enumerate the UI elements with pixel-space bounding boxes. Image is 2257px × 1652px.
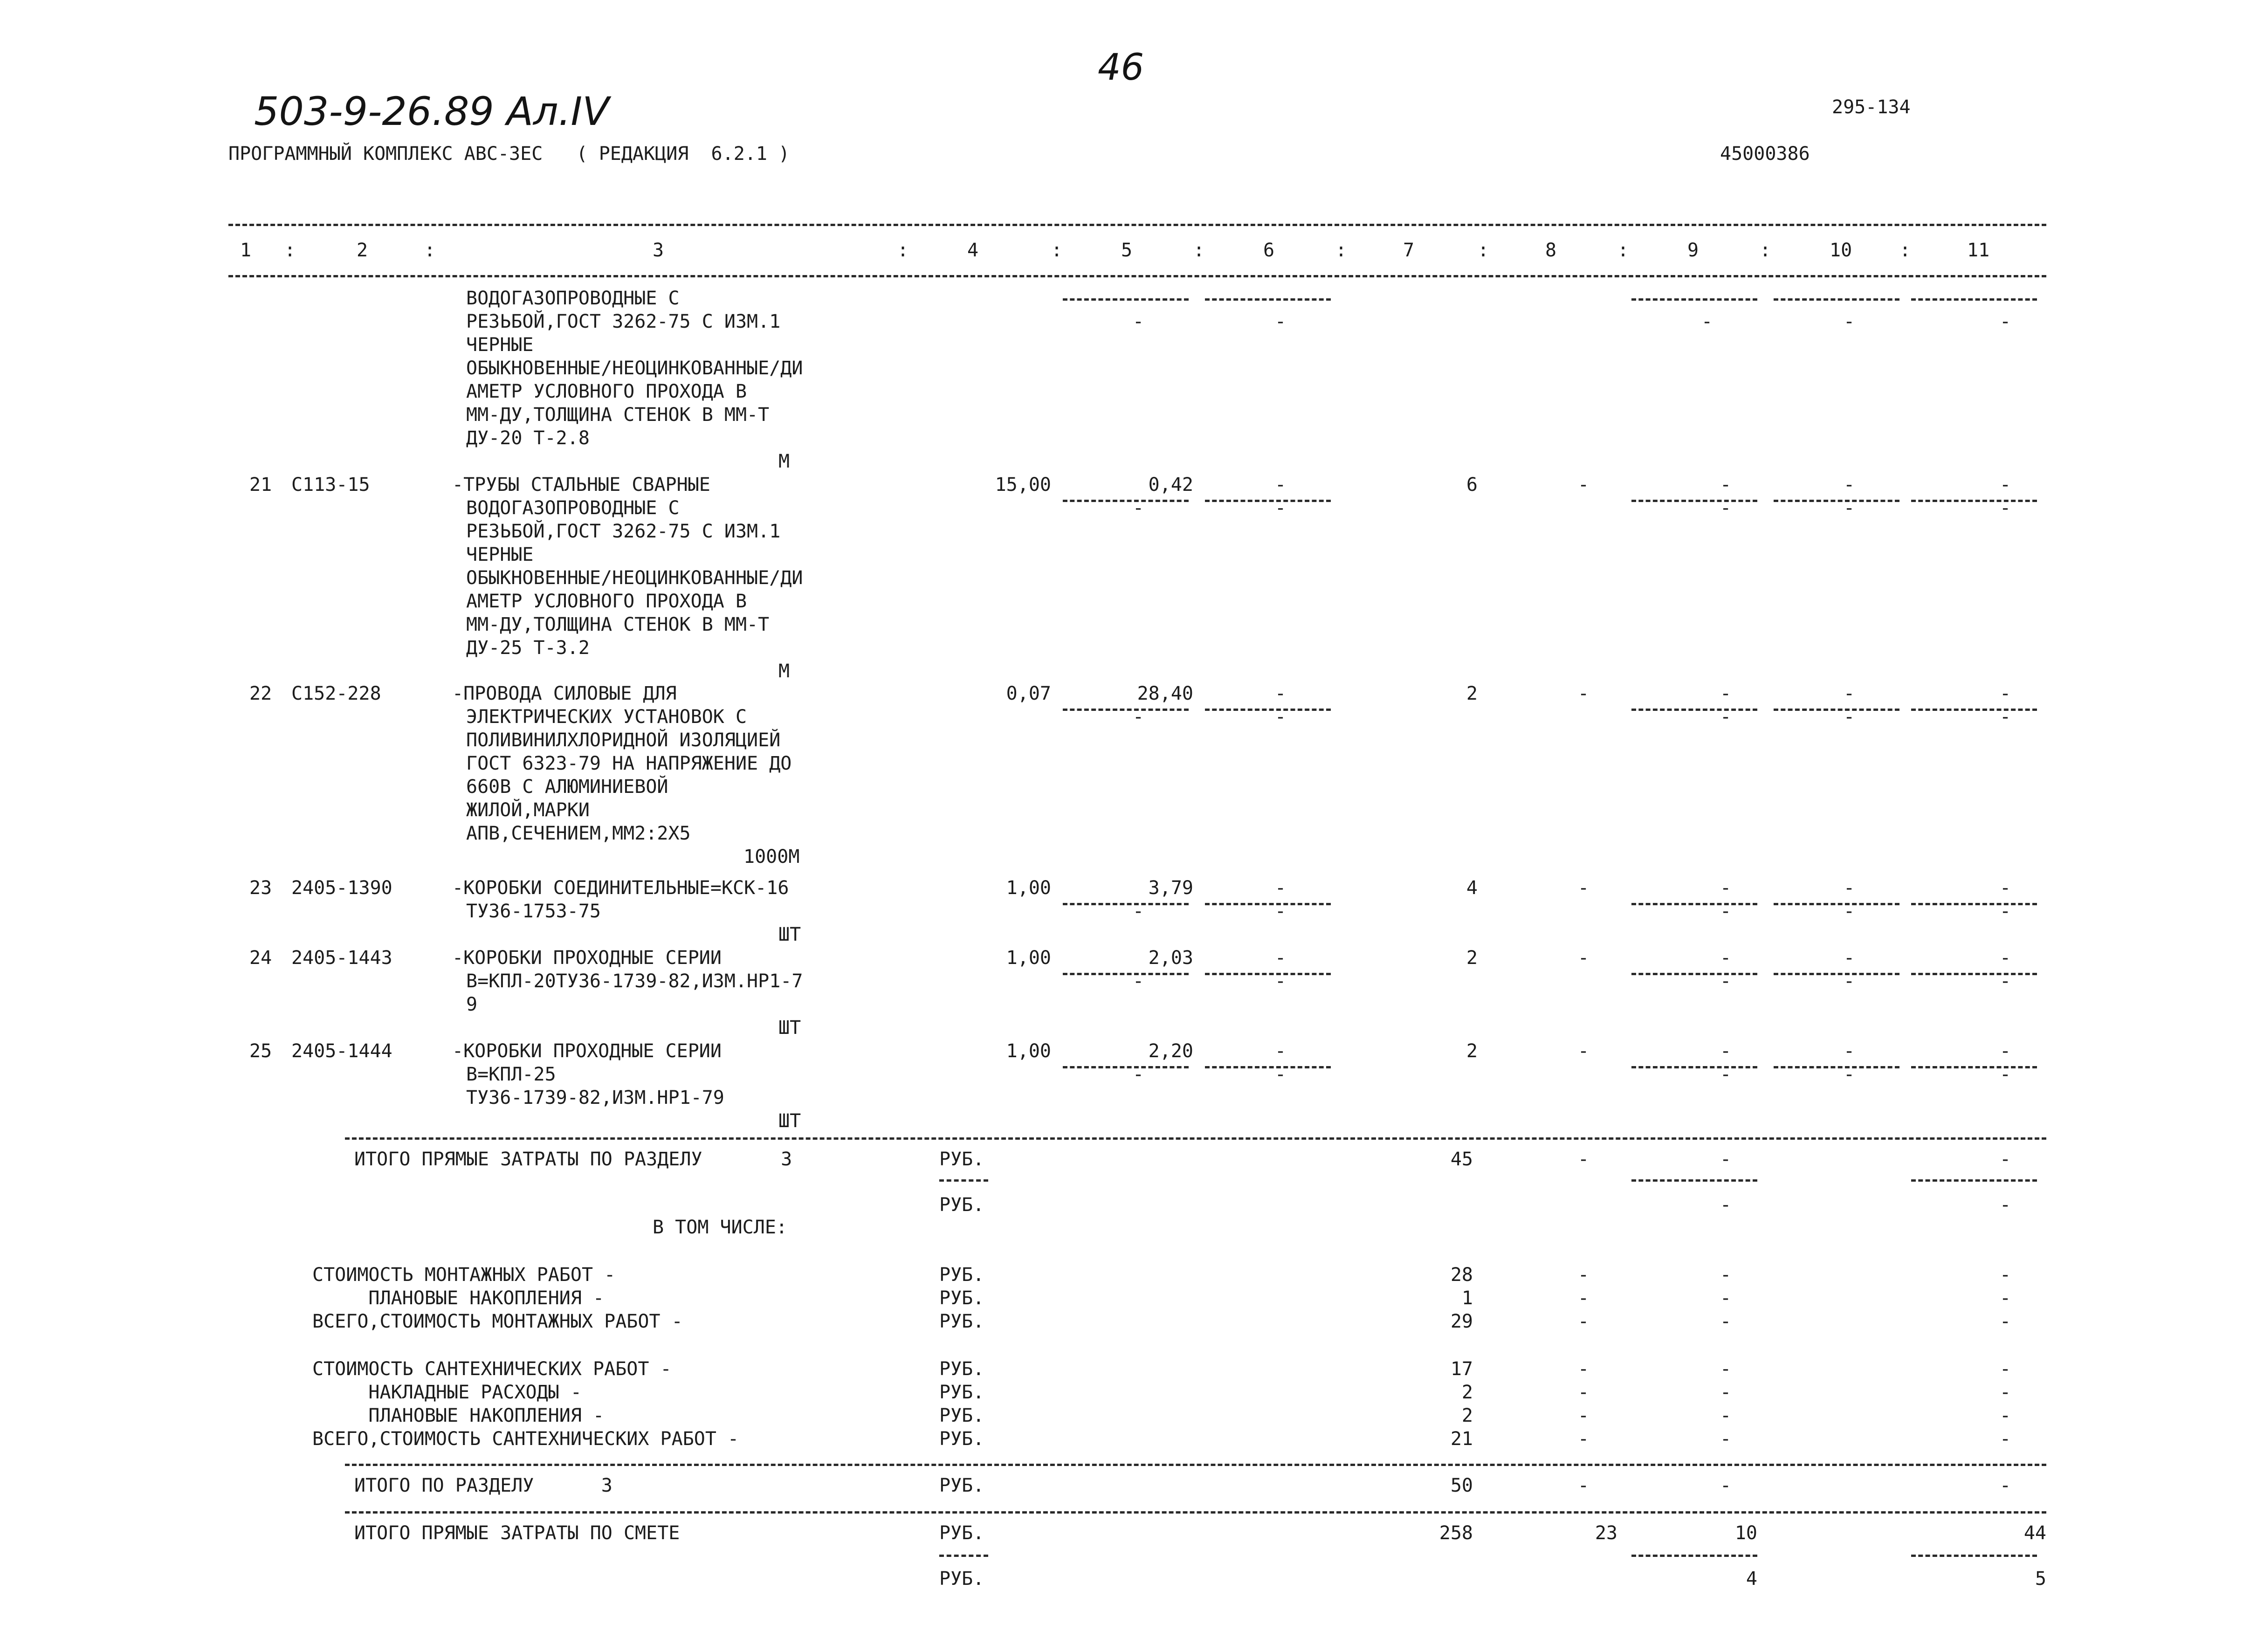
- subtotal-rule: [1063, 1066, 1189, 1068]
- subtotal-rule: [1774, 903, 1899, 905]
- column-separator: :: [1051, 240, 1063, 261]
- dash-cell: -: [1578, 1264, 1590, 1286]
- subtotal-rule: [1631, 298, 1757, 301]
- dash-cell: -: [1578, 1358, 1590, 1380]
- summary-currency: РУБ.: [939, 1382, 984, 1403]
- dash-cell: -: [1578, 474, 1590, 496]
- column-number: 10: [1830, 240, 1852, 261]
- item-total: 2: [1466, 683, 1478, 704]
- dash-cell: -: [1578, 1311, 1590, 1332]
- column-separator: :: [424, 240, 436, 261]
- dash-cell: -: [1844, 901, 1855, 922]
- header-bottom-rule: [228, 275, 2046, 277]
- item-number: 21: [249, 474, 272, 496]
- dash-cell: -: [2000, 1311, 2011, 1332]
- summary-label: ПЛАНОВЫЕ НАКОПЛЕНИЯ -: [312, 1287, 605, 1309]
- subtotal-rule: [1205, 298, 1331, 301]
- summary-currency: РУБ.: [939, 1522, 984, 1544]
- item-description-line: ГОСТ 6323-79 НА НАПРЯЖЕНИЕ ДО: [466, 753, 792, 774]
- dash-cell: -: [1578, 1382, 1590, 1403]
- item-description-line: -КОРОБКИ ПРОХОДНЫЕ СЕРИИ: [452, 947, 722, 969]
- dash-cell: -: [1275, 1064, 1287, 1085]
- dash-cell: -: [1844, 971, 1855, 992]
- summary-value: 258: [1439, 1522, 1473, 1544]
- dash-cell: -: [1720, 1475, 1732, 1496]
- subtotal-rule: [1631, 709, 1757, 711]
- item-description-line: ВОДОГАЗОПРОВОДНЫЕ С: [466, 497, 680, 519]
- dash-cell: -: [2000, 901, 2011, 922]
- summary-value: 29: [1450, 1311, 1473, 1332]
- dash-cell: -: [1720, 1311, 1732, 1332]
- subtotal-rule: [1205, 1066, 1331, 1068]
- item-description-line: -ПРОВОДА СИЛОВЫЕ ДЛЯ: [452, 683, 677, 704]
- dash-cell: -: [1720, 1358, 1732, 1380]
- dash-cell: -: [1844, 947, 1855, 969]
- subtotal-rule: [939, 1555, 988, 1557]
- summary-value: 23: [1595, 1522, 1617, 1544]
- dash-cell: -: [1720, 901, 1732, 922]
- dash-cell: -: [2000, 311, 2011, 332]
- subtotal-rule: [1205, 500, 1331, 502]
- item-description-line: ЧЕРНЫЕ: [466, 544, 534, 565]
- item-description-line: В=КПЛ-20ТУ36-1739-82,ИЗМ.НР1-7: [466, 971, 803, 992]
- item-description-line: 9: [466, 994, 478, 1015]
- item-description-line: ЭЛЕКТРИЧЕСКИХ УСТАНОВОК С: [466, 706, 747, 728]
- dash-cell: -: [1578, 1149, 1590, 1170]
- dash-cell: -: [2000, 1382, 2011, 1403]
- item-number: 25: [249, 1040, 272, 1062]
- item-total: 6: [1466, 474, 1478, 496]
- dash-cell: -: [1720, 474, 1732, 496]
- item-unit-price: 3,79: [1148, 877, 1193, 899]
- subtotal-rule: [1911, 298, 2037, 301]
- item-unit-price: 0,42: [1148, 474, 1193, 496]
- subtotal-rule: [1911, 709, 2037, 711]
- dash-cell: -: [1578, 1475, 1590, 1496]
- summary-value: 45: [1450, 1149, 1473, 1170]
- dash-cell: -: [1275, 683, 1287, 704]
- handwritten-project-code: 503-9-26.89 Ал.IV: [254, 89, 609, 134]
- dash-cell: -: [1844, 311, 1855, 332]
- dash-cell: -: [1720, 1382, 1732, 1403]
- item-description-line: РЕЗЬБОЙ,ГОСТ 3262-75 С ИЗМ.1: [466, 521, 781, 542]
- item-unit: ШТ: [778, 1110, 801, 1132]
- subtotal-rule: [939, 1179, 988, 1182]
- dash-cell: -: [2000, 1040, 2011, 1062]
- item-description-line: В=КПЛ-25: [466, 1064, 556, 1085]
- subtotal-rule: [1911, 1555, 2037, 1557]
- column-number: 3: [653, 240, 664, 261]
- item-description-line: -ТРУБЫ СТАЛЬНЫЕ СВАРНЫЕ: [452, 474, 710, 496]
- item-unit: ШТ: [778, 924, 801, 945]
- summary-value: 28: [1450, 1264, 1473, 1286]
- summary-value: 2: [1461, 1382, 1473, 1403]
- subtotal-rule: [1205, 903, 1331, 905]
- dash-cell: -: [1720, 947, 1732, 969]
- dash-cell: -: [1133, 706, 1144, 728]
- dash-cell: -: [1578, 683, 1590, 704]
- item-unit: М: [778, 451, 790, 472]
- dash-cell: -: [2000, 1428, 2011, 1450]
- subtotal-rule: [1063, 298, 1189, 301]
- summary-value: 5: [2035, 1568, 2046, 1590]
- subtotal-rule: [1631, 1066, 1757, 1068]
- summary-label: ВСЕГО,СТОИМОСТЬ МОНТАЖНЫХ РАБОТ -: [312, 1311, 683, 1332]
- item-description-line: 660В С АЛЮМИНИЕВОЙ: [466, 776, 668, 798]
- subtotal-rule: [1911, 903, 2037, 905]
- column-number: 11: [1967, 240, 1990, 261]
- item-unit-price: 2,03: [1148, 947, 1193, 969]
- column-separator: :: [1760, 240, 1771, 261]
- column-number: 4: [967, 240, 979, 261]
- subtotal-rule: [1631, 500, 1757, 502]
- item-total: 2: [1466, 947, 1478, 969]
- dash-cell: -: [1844, 706, 1855, 728]
- item-quantity: 1,00: [1006, 877, 1051, 899]
- summary-value: 2: [1461, 1405, 1473, 1426]
- item-description-line: РЕЗЬБОЙ,ГОСТ 3262-75 С ИЗМ.1: [466, 311, 781, 332]
- dash-cell: -: [1133, 971, 1144, 992]
- item-description-line: ВОДОГАЗОПРОВОДНЫЕ С: [466, 288, 680, 309]
- dash-cell: -: [2000, 1475, 2011, 1496]
- column-number: 2: [357, 240, 368, 261]
- column-number: 8: [1545, 240, 1557, 261]
- subtotal-rule: [1774, 298, 1899, 301]
- subtotal-rule: [1205, 709, 1331, 711]
- dash-cell: -: [1275, 311, 1287, 332]
- subtotal-rule: [1774, 709, 1899, 711]
- dash-cell: -: [1720, 1040, 1732, 1062]
- item-code: С152-228: [291, 683, 381, 704]
- dash-cell: -: [1720, 1149, 1732, 1170]
- item-description-line: ММ-ДУ,ТОЛЩИНА СТЕНОК В ММ-Т: [466, 614, 770, 635]
- subtotal-rule: [1631, 973, 1757, 975]
- item-quantity: 15,00: [995, 474, 1051, 496]
- item-description-line: ЧЕРНЫЕ: [466, 334, 534, 356]
- subtotal-rule: [1774, 500, 1899, 502]
- item-unit-price: 2,20: [1148, 1040, 1193, 1062]
- summary-label: ИТОГО ПО РАЗДЕЛУ 3: [354, 1475, 612, 1496]
- dash-cell: -: [1720, 1405, 1732, 1426]
- summary-label: ПЛАНОВЫЕ НАКОПЛЕНИЯ -: [312, 1405, 605, 1426]
- summary-currency: РУБ.: [939, 1264, 984, 1286]
- item-quantity: 1,00: [1006, 947, 1051, 969]
- summary-value: 50: [1450, 1475, 1473, 1496]
- column-separator: :: [1478, 240, 1489, 261]
- item-number: 23: [249, 877, 272, 899]
- dash-cell: -: [1578, 1040, 1590, 1062]
- dash-cell: -: [1275, 1040, 1287, 1062]
- dash-cell: -: [1720, 497, 1732, 519]
- column-separator: :: [1617, 240, 1629, 261]
- summary-currency: РУБ.: [939, 1475, 984, 1496]
- dash-cell: -: [2000, 1358, 2011, 1380]
- item-total: 4: [1466, 877, 1478, 899]
- dash-cell: -: [1720, 683, 1732, 704]
- item-description-line: АПВ,СЕЧЕНИЕМ,ММ2:2Х5: [466, 823, 691, 844]
- subtotal-rule: [1063, 709, 1189, 711]
- dash-cell: -: [1701, 311, 1713, 332]
- summary-currency: РУБ.: [939, 1428, 984, 1450]
- summary-currency: РУБ.: [939, 1405, 984, 1426]
- summary-top-rule: [345, 1137, 2046, 1140]
- subtotal-rule: [1063, 973, 1189, 975]
- column-number: 7: [1403, 240, 1415, 261]
- subtotal-rule: [1911, 973, 2037, 975]
- item-description-line: АМЕТР УСЛОВНОГО ПРОХОДА В: [466, 591, 747, 612]
- column-separator: :: [897, 240, 909, 261]
- dash-cell: -: [1578, 1405, 1590, 1426]
- dash-cell: -: [1844, 1064, 1855, 1085]
- dash-cell: -: [1133, 497, 1144, 519]
- summary-value: 4: [1746, 1568, 1757, 1590]
- item-description-line: ДУ-25 Т-3.2: [466, 637, 590, 659]
- item-description-line: ТУ36-1753-75: [466, 901, 601, 922]
- subtotal-rule: [1774, 973, 1899, 975]
- summary-currency: РУБ.: [939, 1568, 984, 1590]
- summary-label: ВСЕГО,СТОИМОСТЬ САНТЕХНИЧЕСКИХ РАБОТ -: [312, 1428, 739, 1450]
- item-description-line: ММ-ДУ,ТОЛЩИНА СТЕНОК В ММ-Т: [466, 404, 770, 426]
- item-code: 2405-1443: [291, 947, 392, 969]
- column-separator: :: [1899, 240, 1911, 261]
- column-number: 1: [240, 240, 252, 261]
- dash-cell: -: [2000, 1405, 2011, 1426]
- summary-currency: РУБ.: [939, 1149, 984, 1170]
- dash-cell: -: [2000, 971, 2011, 992]
- item-description-line: ОБЫКНОВЕННЫЕ/НЕОЦИНКОВАННЫЕ/ДИ: [466, 358, 803, 379]
- dash-cell: -: [1133, 901, 1144, 922]
- dash-cell: -: [2000, 474, 2011, 496]
- item-quantity: 1,00: [1006, 1040, 1051, 1062]
- subtotal-rule: [1205, 973, 1331, 975]
- summary-label: СТОИМОСТЬ МОНТАЖНЫХ РАБОТ -: [312, 1264, 616, 1286]
- summary-label: НАКЛАДНЫЕ РАСХОДЫ -: [312, 1382, 582, 1403]
- dash-cell: -: [1720, 971, 1732, 992]
- dash-cell: -: [1275, 474, 1287, 496]
- dash-cell: -: [2000, 1194, 2011, 1216]
- dash-cell: -: [1578, 1428, 1590, 1450]
- program-title: ПРОГРАММНЫЙ КОМПЛЕКС АВС-3ЕС ( РЕДАКЦИЯ 6.2.1 ): [228, 143, 790, 165]
- item-code: 2405-1444: [291, 1040, 392, 1062]
- dash-cell: -: [1844, 683, 1855, 704]
- dash-cell: -: [1844, 1040, 1855, 1062]
- item-code: С113-15: [291, 474, 370, 496]
- dash-cell: -: [1133, 1064, 1144, 1085]
- item-quantity: 0,07: [1006, 683, 1051, 704]
- summary-label: СТОИМОСТЬ САНТЕХНИЧЕСКИХ РАБОТ -: [312, 1358, 672, 1380]
- dash-cell: -: [1844, 497, 1855, 519]
- dash-cell: -: [1275, 971, 1287, 992]
- dash-cell: -: [2000, 1264, 2011, 1286]
- subtotal-rule: [1631, 903, 1757, 905]
- subtotal-rule: [1631, 1179, 1757, 1182]
- item-unit: ШТ: [778, 1017, 801, 1039]
- item-total: 2: [1466, 1040, 1478, 1062]
- subtotal-rule: [1631, 1555, 1757, 1557]
- item-description-line: -КОРОБКИ ПРОХОДНЫЕ СЕРИИ: [452, 1040, 722, 1062]
- summary-currency: РУБ.: [939, 1287, 984, 1309]
- summary-currency: РУБ.: [939, 1194, 984, 1216]
- dash-cell: -: [2000, 1149, 2011, 1170]
- item-number: 22: [249, 683, 272, 704]
- dash-cell: -: [1578, 877, 1590, 899]
- section-total-rule: [345, 1464, 2046, 1466]
- dash-cell: -: [2000, 947, 2011, 969]
- summary-value: 10: [1734, 1522, 1757, 1544]
- top-right-code: 295-134: [1832, 96, 1911, 118]
- column-separator: :: [1193, 240, 1205, 261]
- subtotal-rule: [1774, 1066, 1899, 1068]
- item-description-line: ТУ36-1739-82,ИЗМ.НР1-79: [466, 1087, 724, 1108]
- document-code: 45000386: [1720, 143, 1810, 165]
- dash-cell: -: [2000, 1064, 2011, 1085]
- header-top-rule: [228, 224, 2046, 226]
- dash-cell: -: [1275, 901, 1287, 922]
- column-number: 6: [1263, 240, 1275, 261]
- dash-cell: -: [1720, 877, 1732, 899]
- column-separator: :: [284, 240, 296, 261]
- dash-cell: -: [2000, 683, 2011, 704]
- summary-value: 44: [2023, 1522, 2046, 1544]
- handwritten-page-number: 46: [1098, 47, 1144, 89]
- including-label: В ТОМ ЧИСЛЕ:: [653, 1217, 787, 1238]
- summary-value: 1: [1461, 1287, 1473, 1309]
- dash-cell: -: [1844, 474, 1855, 496]
- item-code: 2405-1390: [291, 877, 392, 899]
- dash-cell: -: [1720, 706, 1732, 728]
- item-description-line: АМЕТР УСЛОВНОГО ПРОХОДА В: [466, 381, 747, 402]
- subtotal-rule: [1063, 903, 1189, 905]
- item-description-line: ОБЫКНОВЕННЫЕ/НЕОЦИНКОВАННЫЕ/ДИ: [466, 567, 803, 589]
- dash-cell: -: [1578, 947, 1590, 969]
- item-unit: М: [778, 661, 790, 682]
- subtotal-rule: [1911, 500, 2037, 502]
- summary-label: ИТОГО ПРЯМЫЕ ЗАТРАТЫ ПО СМЕТЕ: [354, 1522, 680, 1544]
- item-unit-price: 28,40: [1137, 683, 1193, 704]
- dash-cell: -: [2000, 1287, 2011, 1309]
- item-description-line: ПОЛИВИНИЛХЛОРИДНОЙ ИЗОЛЯЦИЕЙ: [466, 730, 781, 751]
- dash-cell: -: [1275, 947, 1287, 969]
- summary-label: ИТОГО ПРЯМЫЕ ЗАТРАТЫ ПО РАЗДЕЛУ 3: [354, 1149, 792, 1170]
- dash-cell: -: [2000, 706, 2011, 728]
- subtotal-rule: [1063, 500, 1189, 502]
- dash-cell: -: [1275, 497, 1287, 519]
- summary-currency: РУБ.: [939, 1358, 984, 1380]
- subtotal-rule: [1911, 1179, 2037, 1182]
- item-description-line: ЖИЛОЙ,МАРКИ: [466, 799, 590, 821]
- item-unit: 1000М: [743, 846, 800, 867]
- item-description-line: -КОРОБКИ СОЕДИНИТЕЛЬНЫЕ=КСК-16: [452, 877, 789, 899]
- dash-cell: -: [1720, 1194, 1732, 1216]
- dash-cell: -: [1720, 1264, 1732, 1286]
- dash-cell: -: [1720, 1287, 1732, 1309]
- estimate-total-rule: [345, 1511, 2046, 1514]
- subtotal-rule: [1911, 1066, 2037, 1068]
- dash-cell: -: [1275, 706, 1287, 728]
- summary-currency: РУБ.: [939, 1311, 984, 1332]
- dash-cell: -: [1133, 311, 1144, 332]
- dash-cell: -: [2000, 497, 2011, 519]
- dash-cell: -: [2000, 877, 2011, 899]
- item-number: 24: [249, 947, 272, 969]
- dash-cell: -: [1578, 1287, 1590, 1309]
- column-separator: :: [1335, 240, 1347, 261]
- item-description-line: ДУ-20 Т-2.8: [466, 427, 590, 449]
- summary-value: 17: [1450, 1358, 1473, 1380]
- column-number: 5: [1121, 240, 1133, 261]
- dash-cell: -: [1844, 877, 1855, 899]
- column-number: 9: [1687, 240, 1699, 261]
- dash-cell: -: [1720, 1428, 1732, 1450]
- summary-value: 21: [1450, 1428, 1473, 1450]
- dash-cell: -: [1720, 1064, 1732, 1085]
- dash-cell: -: [1275, 877, 1287, 899]
